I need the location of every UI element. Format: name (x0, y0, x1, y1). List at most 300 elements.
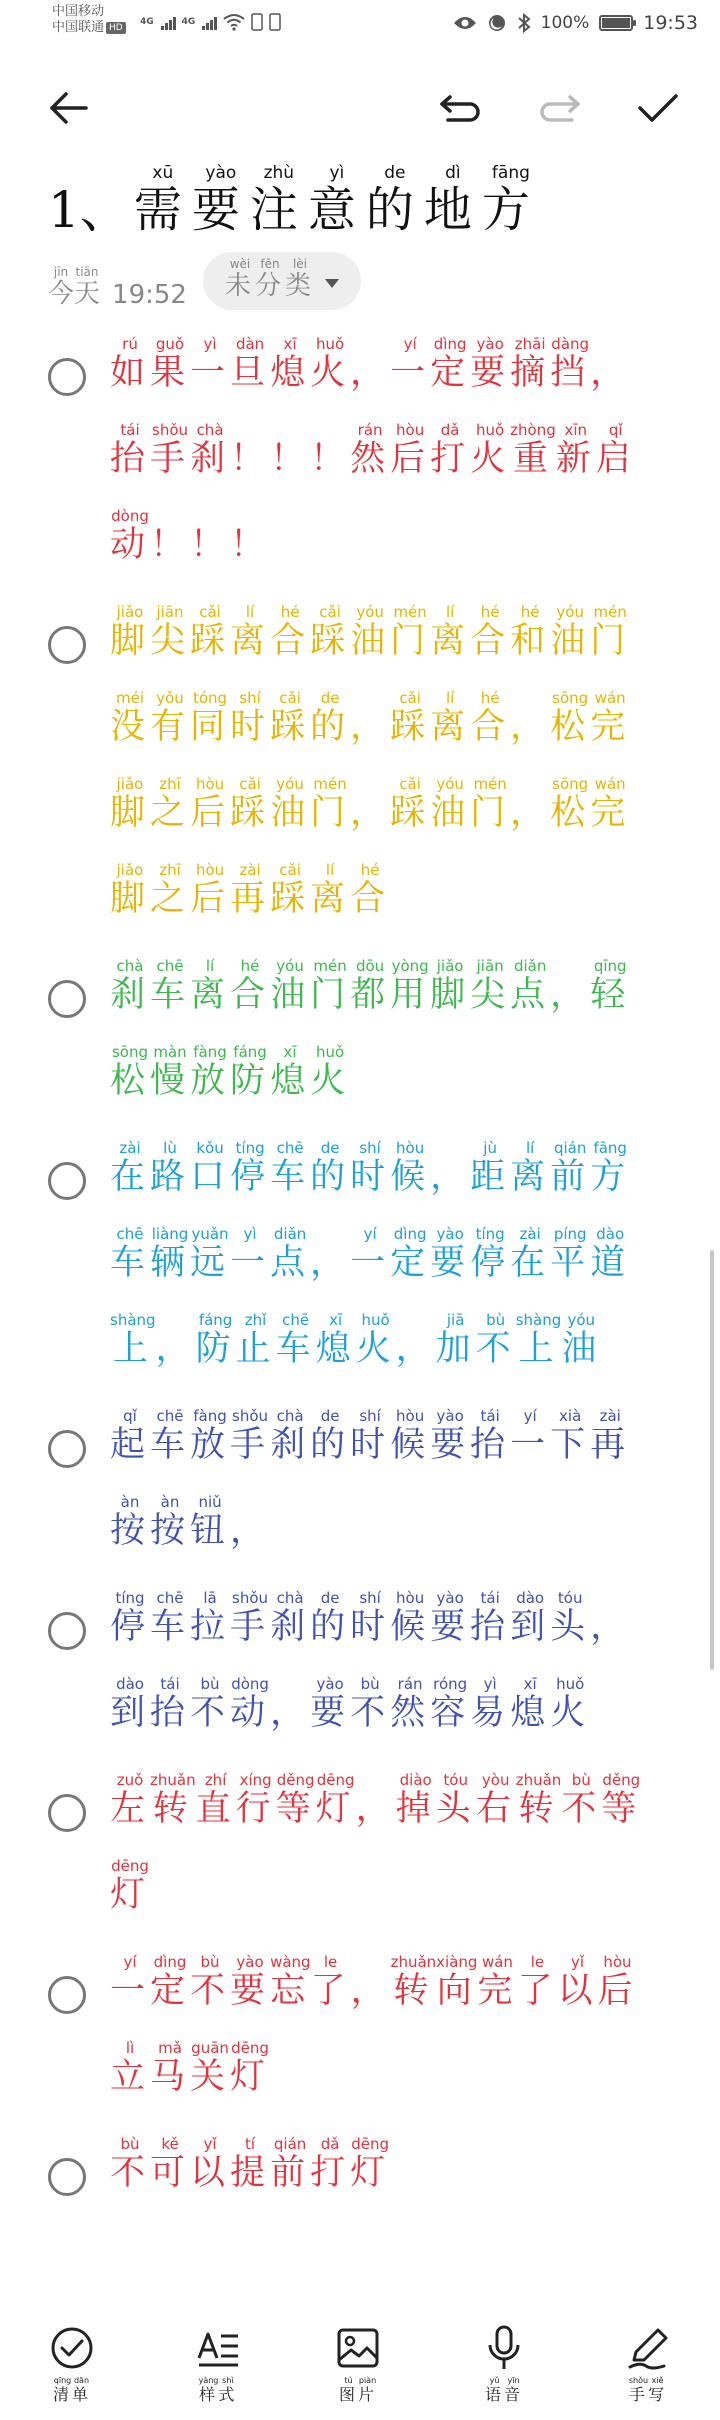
char: 重zhòng (510, 421, 556, 479)
style-button[interactable] (168, 2320, 268, 2405)
char: 车chē (110, 1225, 151, 1283)
char: 距jù (470, 1139, 511, 1197)
carrier-info (52, 4, 126, 36)
char: 离lí (430, 689, 471, 747)
char: 以yǐ (190, 2135, 231, 2193)
char: 的de (310, 1139, 351, 1197)
checklist-item-text[interactable] (110, 952, 658, 1124)
text-style-icon (196, 2328, 240, 2368)
char: ！ (310, 439, 351, 479)
char: 油yóu (561, 1311, 602, 1369)
char: 清qīng (52, 2376, 72, 2404)
char: 油yóu (350, 603, 391, 661)
char: 挡dàng (550, 335, 591, 393)
char: 后hòu (190, 861, 231, 919)
scrollbar[interactable] (710, 1250, 714, 1670)
char: ！ (190, 525, 231, 565)
char: 注zhù (249, 163, 308, 238)
char: ， (230, 1511, 271, 1551)
char: 定dìng (430, 335, 471, 393)
checklist-item-text[interactable] (110, 1948, 658, 2120)
char: 类lèi (285, 257, 316, 301)
char: 车chē (150, 1589, 191, 1647)
char: 火huǒ (310, 1043, 351, 1101)
checkbox[interactable] (48, 2158, 86, 2196)
char: 语yǔ (484, 2376, 504, 2404)
checklist-item (0, 598, 720, 942)
char: ， (510, 793, 551, 833)
back-arrow-icon (48, 91, 88, 125)
char: 点diǎn (270, 1225, 311, 1283)
char: 门mén (310, 957, 351, 1015)
char: 钮niǔ (190, 1493, 231, 1551)
battery-icon (599, 15, 633, 31)
char: 抬tái (110, 421, 151, 479)
char: 一yì (230, 1225, 271, 1283)
checklist-item-text[interactable] (110, 1584, 658, 1756)
char: 单dān (72, 2376, 92, 2404)
char: 完wán (477, 1953, 518, 2011)
title-number: 1、 (48, 181, 130, 239)
char: 候hòu (390, 1139, 431, 1197)
char: 时shí (350, 1407, 391, 1465)
char: 动dòng (110, 507, 151, 565)
char: 忘wàng (270, 1953, 311, 2011)
char: 式shì (218, 2376, 238, 2404)
checkbox[interactable] (48, 1162, 86, 1200)
char: 刹chà (270, 1407, 311, 1465)
char: 火huǒ (355, 1311, 396, 1369)
char: 之zhī (150, 861, 191, 919)
char: 定dìng (390, 1225, 431, 1283)
char: 口kǒu (190, 1139, 231, 1197)
signal-2-icon (202, 14, 217, 30)
checkbox[interactable] (48, 1430, 86, 1468)
hd-badge: HD (106, 22, 126, 34)
char: 要yào (430, 1407, 471, 1465)
char: 图tú (338, 2376, 358, 2404)
char: 车chē (150, 1407, 191, 1465)
char: 今jīn (48, 265, 75, 309)
char: 行xíng (235, 1771, 276, 1829)
char: 刹chà (270, 1589, 311, 1647)
checkbox[interactable] (48, 358, 86, 396)
char: 打dǎ (430, 421, 471, 479)
char: 新xīn (555, 421, 596, 479)
char: 下xià (550, 1407, 591, 1465)
char: 油yóu (430, 775, 471, 833)
char: 抬tái (470, 1407, 511, 1465)
char: 离lí (190, 957, 231, 1015)
char: 踩cǎi (270, 689, 311, 747)
char: 需xū (133, 163, 192, 238)
signal-1-icon (161, 14, 176, 30)
save-button[interactable] (634, 84, 682, 132)
char: ！ (270, 439, 311, 479)
char: 熄xī (270, 1043, 311, 1101)
char: 有yǒu (150, 689, 191, 747)
char: ！ (230, 439, 271, 479)
eye-comfort-icon (453, 15, 477, 31)
char: 没méi (110, 689, 151, 747)
char: 门mén (590, 603, 631, 661)
carrier-1: 中国移动 (52, 4, 105, 19)
char: 启qǐ (595, 421, 636, 479)
char: 点diǎn (510, 957, 551, 1015)
checklist-icon (50, 2326, 94, 2370)
char: 车chē (275, 1311, 316, 1369)
redo-button[interactable] (536, 84, 584, 132)
char: 灯dēng (315, 1771, 356, 1829)
char: 意yì (307, 163, 366, 238)
char: 立lì (110, 2039, 151, 2097)
char: 定dìng (150, 1953, 191, 2011)
char: 用yòng (390, 957, 431, 1015)
char: 离lí (510, 1139, 551, 1197)
char: ， (590, 1607, 631, 1647)
char: 油yóu (270, 957, 311, 1015)
checkbox[interactable] (48, 1612, 86, 1650)
sim-card-2-icon (269, 13, 281, 31)
char: 火huǒ (470, 421, 511, 479)
checkbox[interactable] (48, 980, 86, 1018)
char: 起qǐ (110, 1407, 151, 1465)
char: 在zài (510, 1225, 551, 1283)
char: ， (270, 1693, 311, 1733)
char: 一yí (350, 1225, 391, 1283)
char: 门mén (470, 775, 511, 833)
char: 再zài (590, 1407, 631, 1465)
char: 了le (310, 1953, 351, 2011)
char: 上shàng (110, 1311, 156, 1369)
char: 的de (310, 1589, 351, 1647)
char: 不bù (190, 1675, 231, 1733)
char: 油yóu (270, 775, 311, 833)
char: 要yào (191, 163, 250, 238)
char: ， (550, 975, 591, 1015)
status-right (453, 10, 698, 36)
handwriting-label (598, 2376, 698, 2405)
checklist-item (0, 1766, 720, 1938)
char: 道dào (590, 1225, 631, 1283)
checklist-item-text[interactable] (110, 1402, 658, 1574)
status-bar (0, 0, 720, 54)
char: 手shǒu (150, 421, 191, 479)
char: 不bù (475, 1311, 516, 1369)
network-type-1: 4G (140, 17, 154, 27)
char: 右yòu (475, 1771, 516, 1829)
char: 按àn (150, 1493, 191, 1551)
char: 离lí (430, 603, 471, 661)
note-title[interactable] (48, 160, 540, 240)
do-not-disturb-icon (487, 13, 507, 33)
char: 踩cǎi (190, 603, 231, 661)
char: 写xiě (648, 2376, 668, 2404)
char: 以yǐ (557, 1953, 598, 2011)
image-icon (337, 2328, 379, 2368)
checklist (0, 330, 720, 2226)
checklist-item (0, 1584, 720, 1756)
char: 地dì (423, 163, 482, 238)
char: 同tóng (190, 689, 231, 747)
char: 马mǎ (150, 2039, 191, 2097)
char: 踩cǎi (230, 775, 271, 833)
char: 远yuǎn (190, 1225, 231, 1283)
char: 等děng (601, 1771, 642, 1829)
note-time: 19:52 (112, 280, 187, 310)
title-text (134, 165, 540, 240)
char: 容róng (430, 1675, 471, 1733)
char: 放fàng (190, 1043, 231, 1101)
char: 路lù (150, 1139, 191, 1197)
char: 火huǒ (550, 1675, 591, 1733)
checklist-item (0, 1948, 720, 2120)
char: 火huǒ (310, 335, 351, 393)
battery-percent: 100% (540, 13, 590, 33)
char: ， (350, 793, 391, 833)
char: 松sōng (550, 775, 591, 833)
checkbox[interactable] (48, 1976, 86, 2014)
editor-toolbar (0, 70, 720, 140)
char: ！ (150, 525, 191, 565)
handwriting-button[interactable] (598, 2320, 698, 2405)
char: 踩cǎi (310, 603, 351, 661)
char: 尖jiān (470, 957, 511, 1015)
undo-button[interactable] (436, 84, 484, 132)
char: 一yí (390, 335, 431, 393)
checklist-item-text[interactable] (110, 1134, 658, 1392)
char: 时shí (350, 1139, 391, 1197)
char: 旦dàn (230, 335, 271, 393)
char: 头tóu (550, 1589, 591, 1647)
char: 脚jiǎo (110, 861, 151, 919)
char: 抬tái (150, 1675, 191, 1733)
char: 手shǒu (230, 1589, 271, 1647)
note-meta (48, 246, 361, 310)
char: 合hé (230, 957, 271, 1015)
char: 完wán (590, 775, 631, 833)
char: 在zài (110, 1139, 151, 1197)
note-date (48, 266, 100, 310)
bottom-toolbar (0, 2310, 720, 2420)
char: 加jiā (435, 1311, 476, 1369)
char: 一yí (110, 1953, 151, 2011)
category-dropdown[interactable] (203, 252, 361, 310)
char: 轻qīng (590, 957, 631, 1015)
char: 时shí (230, 689, 271, 747)
char: 防fáng (195, 1311, 236, 1369)
char: 时shí (350, 1589, 391, 1647)
char: 打dǎ (310, 2135, 351, 2193)
char: 易yì (470, 1675, 511, 1733)
char: 方fāng (590, 1139, 631, 1197)
microphone-icon (487, 2325, 521, 2371)
char: 刹chà (190, 421, 231, 479)
char: 熄xī (510, 1675, 551, 1733)
char: 头tóu (435, 1771, 476, 1829)
checklist-item (0, 1402, 720, 1574)
network-type-2: 4G (181, 17, 196, 27)
char: 不bù (350, 1675, 391, 1733)
undo-icon (438, 91, 482, 125)
char: 一yì (190, 335, 231, 393)
char: 离lí (310, 861, 351, 919)
clock: 19:53 (643, 12, 698, 34)
char: ， (430, 1157, 471, 1197)
char: 要yào (430, 1589, 471, 1647)
char: 合hé (350, 861, 391, 919)
char: 后hòu (190, 775, 231, 833)
checklist-item (0, 2130, 720, 2216)
char: 灯dēng (350, 2135, 391, 2193)
char: 不bù (110, 2135, 151, 2193)
redo-icon (538, 91, 582, 125)
char: 合hé (470, 603, 511, 661)
char: 门mén (310, 775, 351, 833)
char: ， (350, 1971, 391, 2011)
char: 动dòng (230, 1675, 271, 1733)
char: 等děng (275, 1771, 316, 1829)
checklist-label (22, 2376, 122, 2405)
char: 向xiàng (436, 1953, 478, 2011)
char: 左zuǒ (110, 1771, 151, 1829)
char: 车chē (270, 1139, 311, 1197)
char: 手shǒu (230, 1407, 271, 1465)
checklist-item-text[interactable] (110, 598, 658, 942)
char: 要yào (310, 1675, 351, 1733)
char: 关guān (190, 2039, 231, 2097)
char: 平píng (550, 1225, 591, 1283)
char: 油yóu (550, 603, 591, 661)
char: 片piàn (358, 2376, 378, 2404)
char: 不bù (561, 1771, 602, 1829)
char: 放fàng (190, 1407, 231, 1465)
char: 脚jiǎo (430, 957, 471, 1015)
checklist-item (0, 330, 720, 588)
char: 脚jiǎo (110, 603, 151, 661)
char: 音yīn (504, 2376, 524, 2404)
char: 如rú (110, 335, 151, 393)
char: 停tíng (230, 1139, 271, 1197)
char: 停tíng (470, 1225, 511, 1283)
char: 之zhī (150, 775, 191, 833)
char: 慢màn (150, 1043, 191, 1101)
voice-button[interactable] (454, 2320, 554, 2405)
char: ， (155, 1329, 196, 1369)
char: 方fāng (481, 163, 540, 238)
char: 未wèi (224, 257, 255, 301)
char: 灯dēng (110, 1857, 151, 1915)
char: ！ (230, 525, 271, 565)
char: 车chē (150, 957, 191, 1015)
char: 完wán (590, 689, 631, 747)
char: 掉diào (395, 1771, 436, 1829)
char: 灯dēng (230, 2039, 271, 2097)
char: ， (350, 707, 391, 747)
checkbox[interactable] (48, 626, 86, 664)
image-label (308, 2376, 408, 2405)
char: 停tíng (110, 1589, 151, 1647)
char: 摘zhāi (510, 335, 551, 393)
char: 转zhuǎn (515, 1771, 562, 1829)
sim-card-icon (251, 13, 263, 31)
char: 手shǒu (628, 2376, 649, 2404)
checklist-item-text[interactable] (110, 330, 658, 588)
char: ， (510, 707, 551, 747)
char: 踩cǎi (270, 861, 311, 919)
bluetooth-icon (517, 13, 531, 33)
char: 转zhuǎn (150, 1771, 196, 1829)
char: 的de (365, 163, 424, 238)
char: 松sōng (110, 1043, 151, 1101)
char: 要yào (470, 335, 511, 393)
char: 然rán (390, 1675, 431, 1733)
char: 后hòu (597, 1953, 638, 2011)
carrier-2: 中国联通 (52, 20, 105, 35)
char: 要yào (430, 1225, 471, 1283)
char: 熄xī (270, 335, 311, 393)
char: 抬tái (470, 1589, 511, 1647)
char: 到dào (510, 1589, 551, 1647)
voice-label (454, 2376, 554, 2405)
checkbox[interactable] (48, 1794, 86, 1832)
char: 了le (517, 1953, 558, 2011)
char: 直zhí (195, 1771, 236, 1829)
char: 松sōng (550, 689, 591, 747)
char: 辆liàng (150, 1225, 191, 1283)
char: 合hé (270, 603, 311, 661)
char: 然rán (350, 421, 391, 479)
char: 要yào (230, 1953, 271, 2011)
checklist-item-text[interactable] (110, 2130, 658, 2216)
char: ， (350, 353, 391, 393)
char: 后hòu (390, 421, 431, 479)
chevron-down-icon (325, 279, 339, 288)
char: 踩cǎi (390, 775, 431, 833)
char: 转zhuǎn (390, 1953, 437, 2011)
checklist-item-text[interactable] (110, 1766, 658, 1938)
char: 可kě (150, 2135, 191, 2193)
char: 熄xī (315, 1311, 356, 1369)
char: 脚jiǎo (110, 775, 151, 833)
signal-icons (140, 12, 281, 32)
style-label (168, 2376, 268, 2405)
char: 提tí (230, 2135, 271, 2193)
char: ， (395, 1329, 436, 1369)
char: ， (590, 353, 631, 393)
char: 都dōu (350, 957, 391, 1015)
char: 拉lā (190, 1589, 231, 1647)
char: 的de (310, 689, 351, 747)
char: 果guǒ (150, 335, 191, 393)
back-button[interactable] (44, 84, 92, 132)
checklist-button[interactable] (22, 2320, 122, 2405)
char: 前qián (550, 1139, 591, 1197)
char: 门mén (390, 603, 431, 661)
char: 再zài (230, 861, 271, 919)
checklist-item (0, 1134, 720, 1392)
char: 合hé (470, 689, 511, 747)
wifi-icon (223, 13, 245, 31)
char: 前qián (270, 2135, 311, 2193)
char: 候hòu (390, 1407, 431, 1465)
char: 候hòu (390, 1589, 431, 1647)
char: 防fáng (230, 1043, 271, 1101)
char: 刹chà (110, 957, 151, 1015)
char: 尖jiān (150, 603, 191, 661)
image-button[interactable] (308, 2320, 408, 2405)
char: 天tiān (74, 265, 101, 309)
